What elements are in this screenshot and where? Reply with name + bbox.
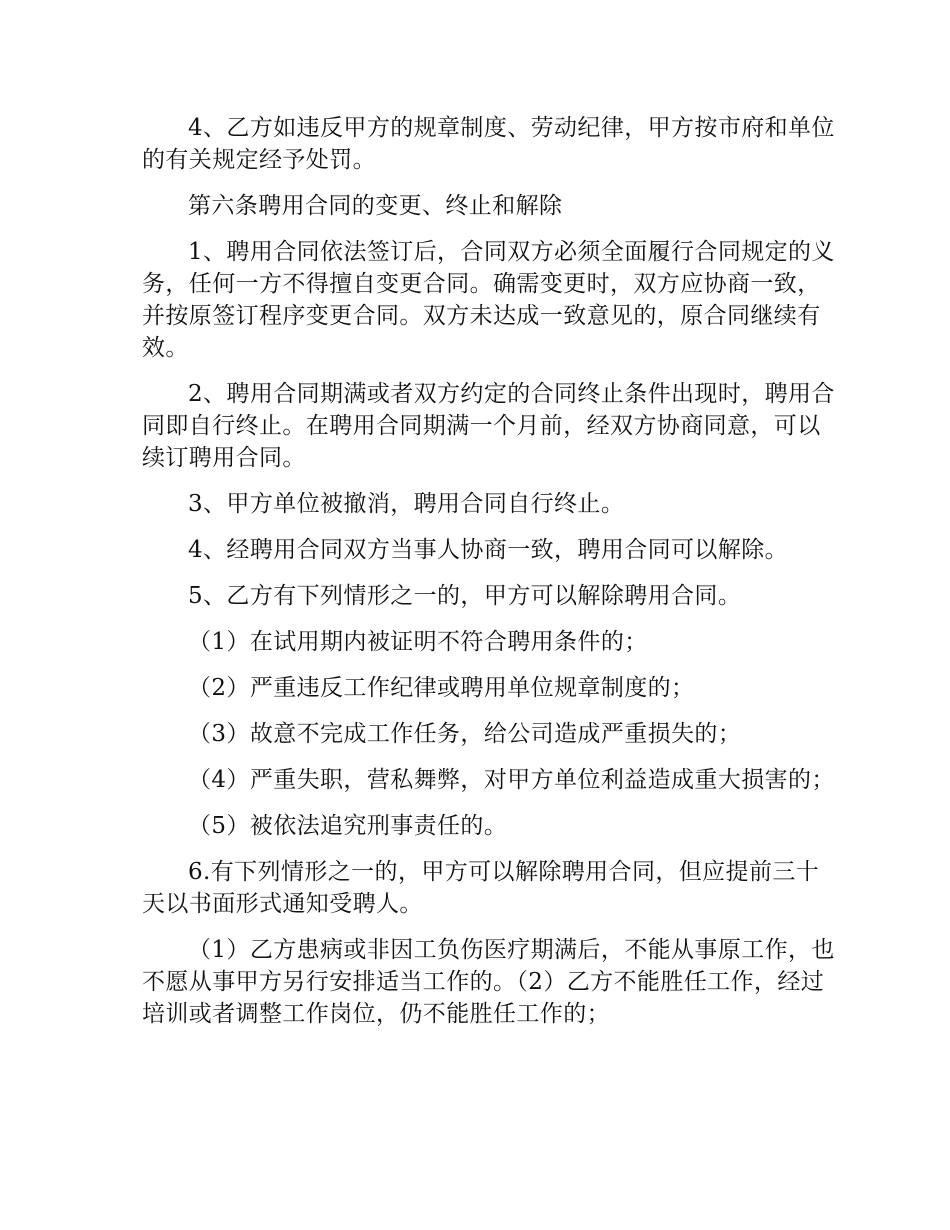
list-item-2-discipline: （2）严重违反工作纪律或聘用单位规章制度的； [188,675,695,701]
paragraph-4-violation: 4、乙方如违反甲方的规章制度、劳动纪律，甲方按市府和单位的有关规定经予处罚。 [142,115,835,173]
list-item-illness-incompetence: （1）乙方患病或非因工负伤医疗期满后，不能从事原工作，也不愿从事甲方另行安排适当工作的。（2）乙方不能胜任工作，经过培训或者调整工作岗位，仍不能胜任工作的； [142,937,835,1027]
paragraph-3-unit-revoked: 3、甲方单位被撤消，聘用合同自行终止。 [188,491,625,517]
paragraph-5-termination-grounds: 5、乙方有下列情形之一的，甲方可以解除聘用合同。 [188,583,742,609]
document-body [142,112,842,1044]
list-item-4-misconduct: （4）严重失职，营私舞弊，对甲方单位利益造成重大损害的； [188,767,835,793]
paragraph-4-mutual-termination: 4、经聘用合同双方当事人协商一致，聘用合同可以解除。 [188,537,789,563]
list-item-1-probation: （1）在试用期内被证明不符合聘用条件的； [188,629,648,655]
section-heading-article-6: 第六条聘用合同的变更、终止和解除 [188,193,563,219]
paragraph-1-contract-change: 1、聘用合同依法签订后，合同双方必须全面履行合同规定的义务，任何一方不得擅自变更合同。确需变更时，双方应协商一致，并按原签订程序变更合同。双方未达成一致意见的，原合同继续有效。 [142,239,835,361]
list-item-5-criminal: （5）被依法追究刑事责任的。 [188,813,508,839]
paragraph-6-notice-termination: 6.有下列情形之一的，甲方可以解除聘用合同，但应提前三十天以书面形式通知受聘人。 [142,859,820,917]
paragraph-2-contract-expiry: 2、聘用合同期满或者双方约定的合同终止条件出现时，聘用合同即自行终止。在聘用合同期满一个月前，经双方协商同意，可以续订聘用合同。 [142,381,835,471]
list-item-3-losses: （3）故意不完成工作任务，给公司造成严重损失的； [188,721,742,747]
